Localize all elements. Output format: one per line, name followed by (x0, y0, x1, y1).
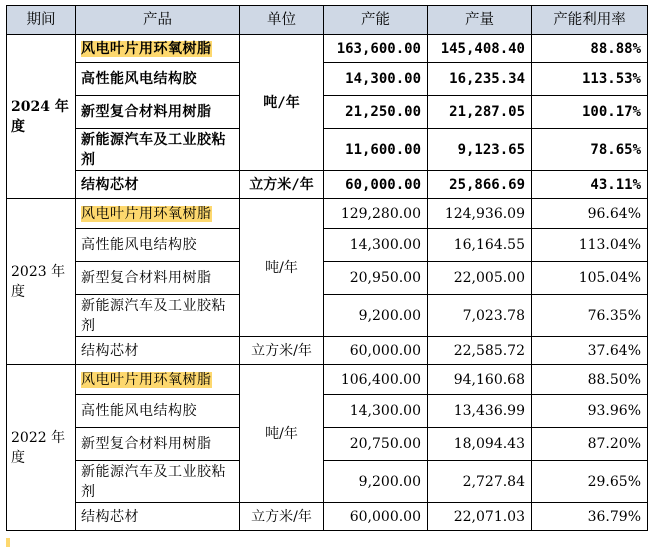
table-body (7, 35, 648, 531)
output-cell: 13,436.99 (428, 395, 532, 428)
product-cell (76, 295, 240, 337)
product-cell (76, 129, 240, 171)
output-cell: 16,235.34 (428, 63, 532, 96)
utilization-cell: 37.64% (532, 337, 648, 365)
product-label: 风电叶片用环氧树脂 (81, 40, 212, 57)
product-label: 高性能风电结构胶 (81, 71, 197, 87)
table-row (7, 295, 648, 337)
capacity-cell: 106,400.00 (324, 365, 428, 395)
output-cell: 2,727.84 (428, 461, 532, 503)
table-row (7, 229, 648, 262)
product-cell (76, 503, 240, 531)
table-row (7, 262, 648, 295)
table-row (7, 129, 648, 171)
product-label: 高性能风电结构胶 (81, 403, 197, 419)
product-label: 结构芯材 (81, 508, 139, 525)
product-label: 新型复合材料用树脂 (81, 436, 212, 452)
capacity-cell: 20,750.00 (324, 428, 428, 461)
capacity-cell: 14,300.00 (324, 63, 428, 96)
product-cell (76, 428, 240, 461)
unit-cell: 吨/年 (240, 199, 324, 337)
table-row (7, 199, 648, 229)
output-cell: 22,071.03 (428, 503, 532, 531)
table-row (7, 171, 648, 199)
output-cell: 9,123.65 (428, 129, 532, 171)
output-cell: 94,160.68 (428, 365, 532, 395)
output-cell: 25,866.69 (428, 171, 532, 199)
utilization-cell: 113.53% (532, 63, 648, 96)
product-label: 新型复合材料用树脂 (81, 104, 212, 120)
utilization-cell: 105.04% (532, 262, 648, 295)
output-cell: 22,005.00 (428, 262, 532, 295)
footnote-cut (6, 538, 647, 547)
utilization-cell: 43.11% (532, 171, 648, 199)
capacity-cell: 11,600.00 (324, 129, 428, 171)
utilization-cell: 29.65% (532, 461, 648, 503)
product-label: 风电叶片用环氧树脂 (81, 205, 212, 222)
header-period: 期间 (7, 6, 76, 35)
product-cell (76, 35, 240, 63)
output-cell: 22,585.72 (428, 337, 532, 365)
capacity-cell: 60,000.00 (324, 337, 428, 365)
product-cell (76, 395, 240, 428)
capacity-cell: 9,200.00 (324, 295, 428, 337)
product-label: 新能源汽车及工业胶粘剂 (81, 297, 226, 334)
unit-cell: 吨/年 (240, 365, 324, 503)
table-row (7, 503, 648, 531)
product-cell (76, 262, 240, 295)
product-label: 新能源汽车及工业胶粘剂 (81, 463, 226, 500)
product-cell (76, 63, 240, 96)
product-cell (76, 229, 240, 262)
header-output: 产量 (428, 6, 532, 35)
capacity-cell: 21,250.00 (324, 96, 428, 129)
table-row (7, 428, 648, 461)
table-row (7, 337, 648, 365)
capacity-cell: 129,280.00 (324, 199, 428, 229)
header-row (7, 6, 648, 35)
utilization-cell: 88.50% (532, 365, 648, 395)
product-cell (76, 461, 240, 503)
utilization-cell: 88.88% (532, 35, 648, 63)
product-cell (76, 365, 240, 395)
utilization-cell: 78.65% (532, 129, 648, 171)
utilization-cell: 100.17% (532, 96, 648, 129)
utilization-cell: 87.20% (532, 428, 648, 461)
utilization-cell: 36.79% (532, 503, 648, 531)
output-cell: 21,287.05 (428, 96, 532, 129)
product-label: 新能源汽车及工业胶粘剂 (81, 131, 226, 168)
period-cell: 2024 年度 (7, 35, 76, 199)
capacity-cell: 14,300.00 (324, 229, 428, 262)
header-capacity: 产能 (324, 6, 428, 35)
header-unit: 单位 (240, 6, 324, 35)
header-product: 产品 (76, 6, 240, 35)
output-cell: 18,094.43 (428, 428, 532, 461)
unit-cell: 立方米/年 (240, 171, 324, 199)
utilization-cell: 76.35% (532, 295, 648, 337)
table-row (7, 96, 648, 129)
header-utilization: 产能利用率 (532, 6, 648, 35)
period-cell: 2023 年度 (7, 199, 76, 365)
capacity-cell: 14,300.00 (324, 395, 428, 428)
table-row (7, 63, 648, 96)
output-cell: 7,023.78 (428, 295, 532, 337)
output-cell: 124,936.09 (428, 199, 532, 229)
product-label: 结构芯材 (81, 342, 139, 359)
capacity-cell: 20,950.00 (324, 262, 428, 295)
table-row (7, 365, 648, 395)
output-cell: 16,164.55 (428, 229, 532, 262)
product-label: 风电叶片用环氧树脂 (81, 371, 212, 388)
utilization-cell: 113.04% (532, 229, 648, 262)
unit-cell: 吨/年 (240, 35, 324, 171)
unit-cell: 立方米/年 (240, 503, 324, 531)
unit-cell: 立方米/年 (240, 337, 324, 365)
capacity-cell: 9,200.00 (324, 461, 428, 503)
product-label: 新型复合材料用树脂 (81, 270, 212, 286)
output-cell: 145,408.40 (428, 35, 532, 63)
product-cell (76, 171, 240, 199)
product-cell (76, 199, 240, 229)
product-label: 高性能风电结构胶 (81, 237, 197, 253)
capacity-cell: 60,000.00 (324, 503, 428, 531)
table-row (7, 395, 648, 428)
table-row (7, 35, 648, 63)
capacity-cell: 60,000.00 (324, 171, 428, 199)
product-cell (76, 337, 240, 365)
product-cell (76, 96, 240, 129)
utilization-cell: 96.64% (532, 199, 648, 229)
period-cell: 2022 年度 (7, 365, 76, 531)
capacity-table (6, 5, 648, 531)
table-row (7, 461, 648, 503)
utilization-cell: 93.96% (532, 395, 648, 428)
product-label: 结构芯材 (81, 176, 139, 193)
capacity-cell: 163,600.00 (324, 35, 428, 63)
